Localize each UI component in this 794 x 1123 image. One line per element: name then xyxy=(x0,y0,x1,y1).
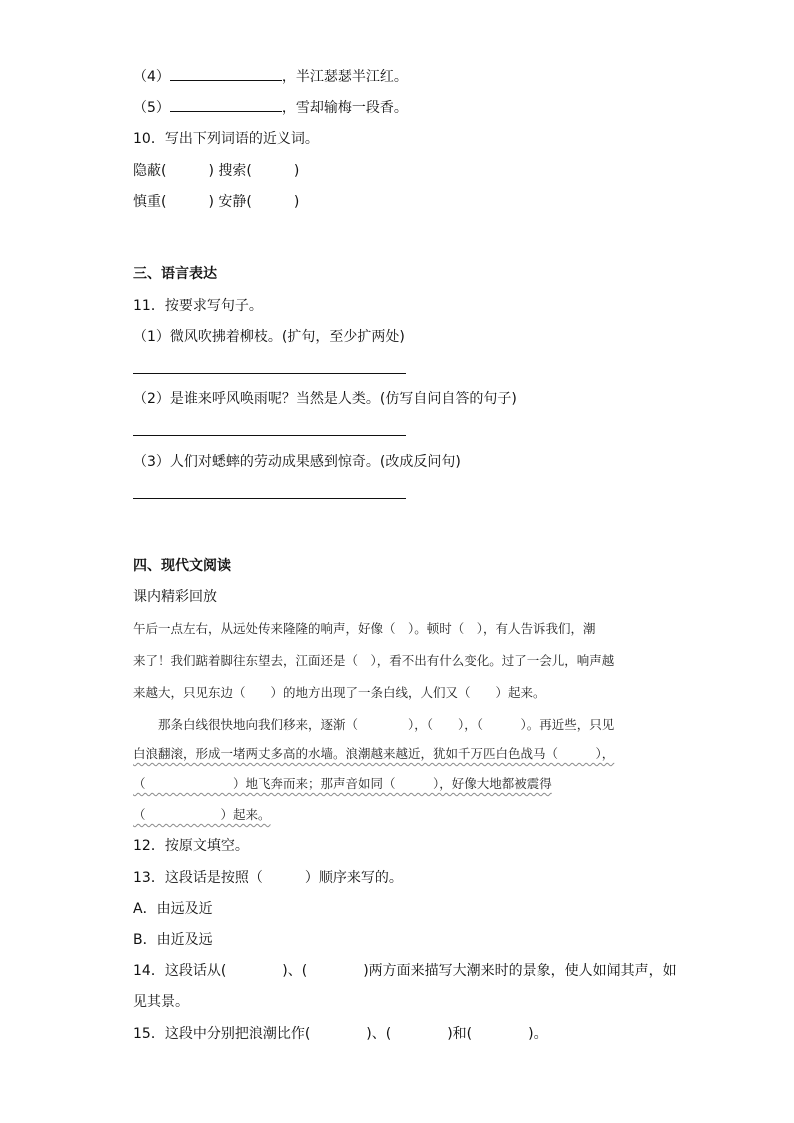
section-4-heading: 四、现代文阅读 xyxy=(133,558,231,574)
answer-blank[interactable] xyxy=(170,97,282,112)
q14-line-1: 14．这段话从( )、( )两方面来描写大潮来时的景象，使人如闻其声，如 xyxy=(133,963,677,979)
q13: 13．这段话是按照（ ）顺序来写的。 xyxy=(133,870,403,886)
q11-item-2: （2）是谁来呼风唤雨呢？当然是人类。(仿写自问自答的句子) xyxy=(133,391,517,407)
q14-line-2: 见其景。 xyxy=(133,994,189,1010)
q11-item-1: （1）微风吹拂着柳枝。(扩句，至少扩两处) xyxy=(133,329,405,345)
q9-item-5-number: （5） xyxy=(133,100,170,116)
answer-line[interactable] xyxy=(133,435,406,436)
q12: 12．按原文填空。 xyxy=(133,838,249,854)
q10-row-2: 慎重( ) 安静( ) xyxy=(133,194,300,210)
q15: 15．这段中分别把浪潮比作( )、( )和( )。 xyxy=(133,1026,548,1042)
passage-line: 来了！我们踮着脚往东望去，江面还是（ ），看不出有什么变化。过了一会儿，响声越 xyxy=(133,653,615,668)
q10-row-1: 隐蔽( ) 搜索( ) xyxy=(133,163,300,179)
passage-line-underlined: 白浪翻滚，形成一堵两丈多高的水墙。浪潮越来越近，犹如千万匹白色战马（ ）， xyxy=(133,746,615,761)
answer-line[interactable] xyxy=(133,498,406,499)
section-3-heading: 三、语言表达 xyxy=(133,266,217,282)
passage-line-underlined: （ ）起来。 xyxy=(133,807,271,822)
q9-item-5 xyxy=(133,97,408,118)
passage-line-underlined: （ ）地飞奔而来；那声音如同（ ），好像大地都被震得 xyxy=(133,776,552,791)
passage-line: 午后一点左右，从远处传来隆隆的响声，好像（ ）。顿时（ ），有人告诉我们，潮 xyxy=(133,621,596,636)
passage-line: 那条白线很快地向我们移来，逐渐（ ），（ ），（ ）。再近些，只见 xyxy=(133,717,615,732)
answer-blank[interactable] xyxy=(170,66,282,81)
answer-line[interactable] xyxy=(133,373,406,374)
q13-option-a[interactable]: A．由远及近 xyxy=(133,901,213,917)
q13-option-b[interactable]: B．由近及远 xyxy=(133,932,213,948)
q9-item-4-number: （4） xyxy=(133,69,170,85)
q9-item-4 xyxy=(133,66,408,87)
q11-title: 11．按要求写句子。 xyxy=(133,298,263,314)
q10-title: 10．写出下列词语的近义词。 xyxy=(133,131,319,147)
q9-item-4-text: ，半江瑟瑟半江红。 xyxy=(281,69,408,85)
section-4-subheading: 课内精彩回放 xyxy=(133,589,217,605)
passage-line: 来越大，只见东边（ ）的地方出现了一条白线，人们又（ ）起来。 xyxy=(133,685,546,700)
q9-item-5-text: ，雪却输梅一段香。 xyxy=(281,100,408,116)
q11-item-3: （3）人们对蟋蟀的劳动成果感到惊奇。(改成反问句) xyxy=(133,454,461,470)
